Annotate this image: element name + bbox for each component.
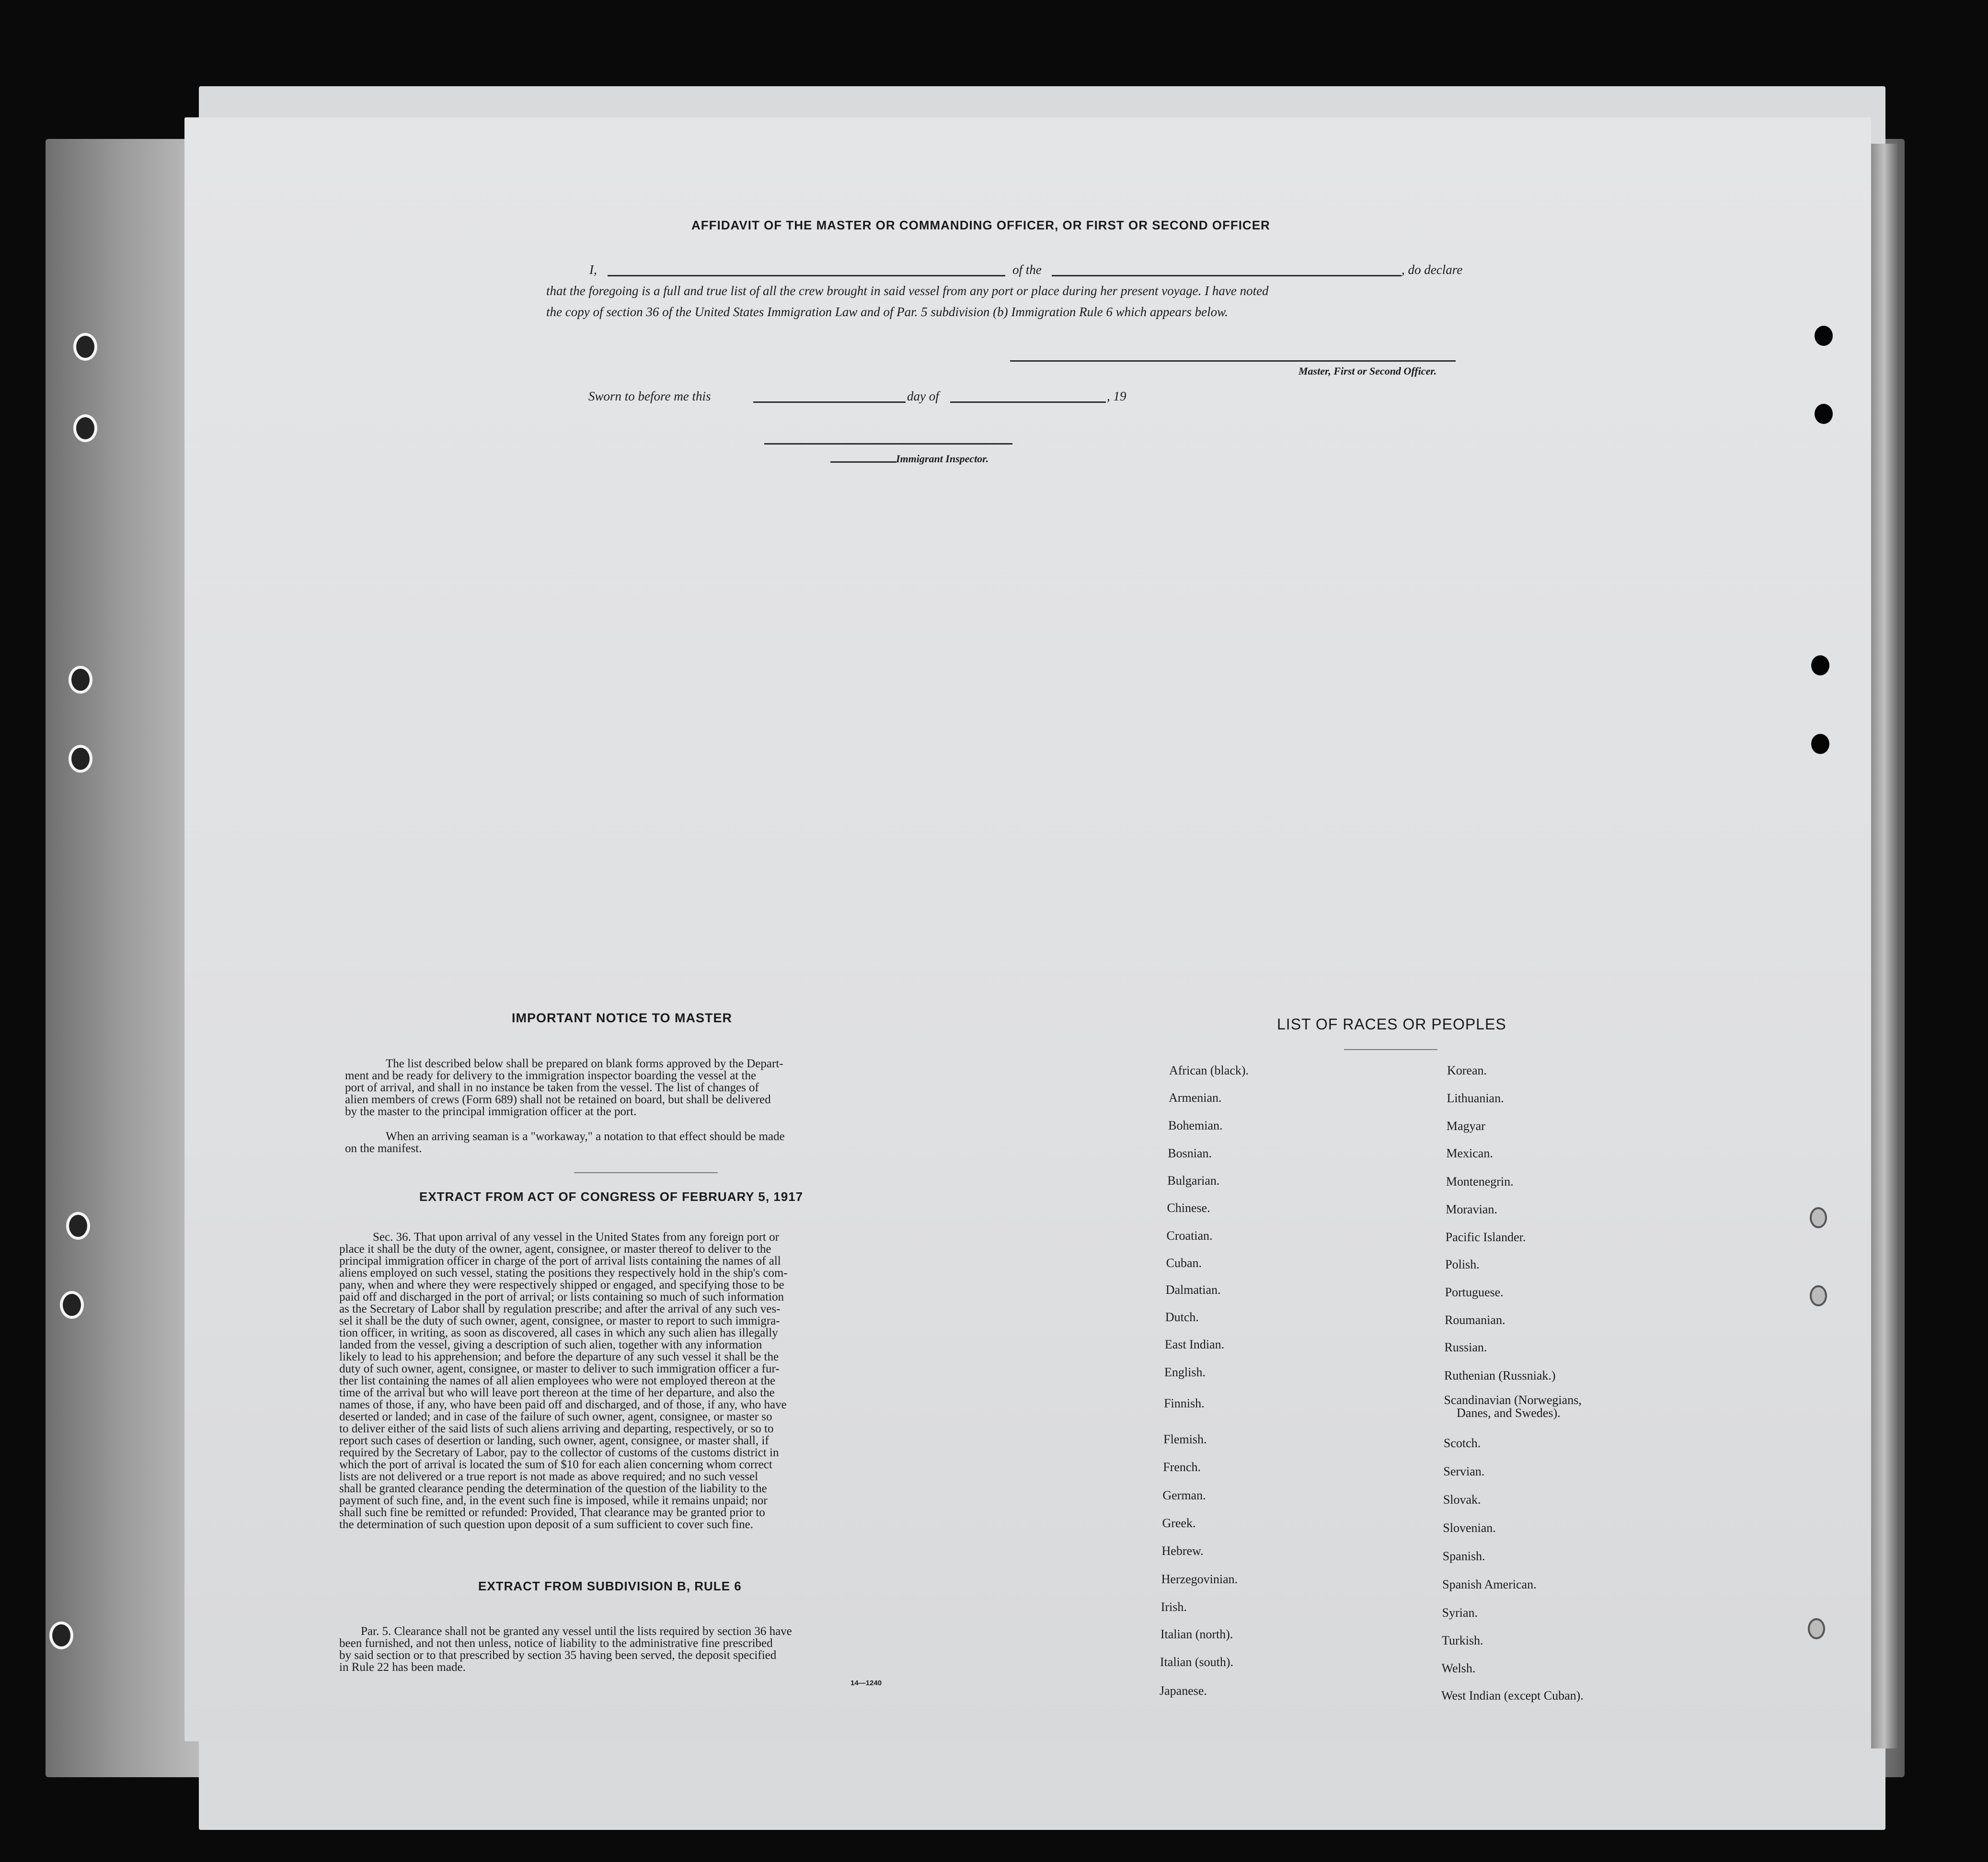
- race-item: Slovenian.: [1443, 1521, 1496, 1535]
- notice-paragraph-1: [345, 1058, 906, 1118]
- punch-hole-icon: [73, 333, 97, 361]
- races-heading: LIST OF RACES OR PEOPLES: [1277, 1016, 1506, 1033]
- race-item: Russian.: [1444, 1340, 1487, 1354]
- race-item: Moravian.: [1446, 1202, 1497, 1216]
- race-item: East Indian.: [1164, 1337, 1225, 1351]
- race-item: Dutch.: [1165, 1310, 1199, 1324]
- sworn-month-blank: [950, 401, 1106, 403]
- punch-hole-icon: [1810, 1207, 1827, 1228]
- inspector-caption: Immigrant Inspector.: [896, 453, 989, 465]
- divider: [1344, 1049, 1437, 1050]
- rule-heading: EXTRACT FROM SUBDIVISION B, RULE 6: [478, 1579, 742, 1593]
- race-item: Lithuanian.: [1447, 1091, 1504, 1105]
- rule-text: [339, 1625, 902, 1673]
- race-item: Magyar: [1446, 1119, 1485, 1133]
- race-item: Bohemian.: [1168, 1119, 1223, 1132]
- race-item: German.: [1162, 1488, 1206, 1502]
- vessel-blank: [1052, 275, 1402, 276]
- text-line: time of the arrival but who will leave port thereon at the time of her departure, and also the: [339, 1386, 775, 1399]
- sworn-day-blank: [753, 401, 906, 403]
- race-item: Herzegovinian.: [1161, 1572, 1238, 1586]
- text-line: landed from the vessel, giving a description of such alien, together with any information: [339, 1338, 762, 1351]
- text-line: likely to lead to his apprehension; and before the departure of any such vessel it shall be the: [339, 1350, 779, 1363]
- punch-hole-icon: [1811, 655, 1829, 675]
- text-line: sel it shall be the duty of such owner, agent, consignee, or master to report to such immigra-: [339, 1314, 780, 1327]
- race-item: Pacific Islander.: [1445, 1230, 1526, 1244]
- race-item: Armenian.: [1169, 1091, 1222, 1105]
- name-blank: [608, 275, 1005, 276]
- text-line: port of arrival, and shall in no instance be taken from the vessel. The list of changes of: [345, 1081, 759, 1094]
- race-item: Ruthenian (Russniak.): [1444, 1369, 1556, 1382]
- text-line: by the master to the principal immigration officer at the port.: [345, 1105, 637, 1118]
- text-line: by said section or to that prescribed by section 35 having been served, the deposit specified: [339, 1649, 777, 1662]
- race-item: Flemish.: [1163, 1432, 1207, 1446]
- text-line: ment and be ready for delivery to the immigration inspector boarding the vessel at the: [345, 1069, 757, 1082]
- race-item: Roumanian.: [1445, 1313, 1505, 1327]
- text-line: paid off and discharged in the port of arrival; or lists containing so much of such information: [339, 1291, 784, 1303]
- race-item: Slovak.: [1443, 1493, 1481, 1507]
- text-line: been furnished, and not then unless, notice of liability to the administrative fine prescribed: [339, 1637, 773, 1650]
- race-item: French.: [1163, 1460, 1201, 1474]
- race-item: Welsh.: [1441, 1661, 1476, 1675]
- race-item: Greek.: [1162, 1516, 1196, 1530]
- punch-hole-icon: [73, 414, 97, 442]
- race-item: West Indian (except Cuban).: [1441, 1689, 1584, 1702]
- text-line: in Rule 22 has been made.: [339, 1661, 466, 1674]
- punch-hole-icon: [60, 1291, 84, 1319]
- text-line: shall be granted clearance pending the determination of the question of the liability to the: [339, 1482, 767, 1495]
- affidavit-do-declare: , do declare: [1402, 263, 1463, 277]
- text-line: as the Secretary of Labor shall by regulation prescribe; and after the arrival of any such ves-: [339, 1302, 781, 1315]
- text-line: which the port of arrival is located the sum of $10 for each alien concerning whom correct: [339, 1458, 772, 1471]
- notice-paragraph-2: [345, 1131, 906, 1154]
- divider: [574, 1172, 718, 1173]
- race-item: Mexican.: [1446, 1146, 1493, 1160]
- race-item: Irish.: [1161, 1600, 1187, 1614]
- act-text: [339, 1231, 902, 1531]
- race-item: Italian (south).: [1160, 1655, 1233, 1669]
- race-item: Bosnian.: [1168, 1146, 1212, 1160]
- race-item: Finnish.: [1164, 1396, 1205, 1410]
- race-item: Polish.: [1445, 1257, 1480, 1271]
- punch-hole-icon: [49, 1622, 73, 1649]
- race-item: African (black).: [1169, 1063, 1249, 1077]
- text-line: Sec. 36. That upon arrival of any vessel in the United States from any foreign port or: [373, 1231, 779, 1244]
- text-line: payment of such fine, and, in the event such fine is imposed, while it remains unpaid; nor: [339, 1494, 768, 1507]
- text-line: report such cases of desertion or landing, such owner, agent, consignee, or master shall, if: [339, 1434, 769, 1447]
- act-heading: EXTRACT FROM ACT OF CONGRESS OF FEBRUARY 5, 1917: [419, 1189, 804, 1204]
- race-item: Scotch.: [1443, 1436, 1481, 1450]
- punch-hole-icon: [1808, 1618, 1825, 1639]
- race-item: Cuban.: [1166, 1256, 1202, 1270]
- text-line: When an arriving seaman is a "workaway," a notation to that effect should be made: [386, 1130, 785, 1143]
- text-line: deserted or landed; and in case of the failure of such owner, agent, consignee, or master so: [339, 1410, 772, 1423]
- race-item: English.: [1164, 1365, 1206, 1379]
- race-item: Chinese.: [1167, 1201, 1210, 1215]
- affidavit-of-the: of the: [1012, 263, 1042, 277]
- text-line: principal immigration officer in charge of the port of arrival lists containing the names of all: [339, 1255, 781, 1268]
- sworn-day-of: day of: [907, 389, 939, 403]
- race-item: Syrian.: [1442, 1606, 1478, 1620]
- signature-caption: Master, First or Second Officer.: [1299, 365, 1437, 377]
- text-line: tion officer, in writing, as soon as discovered, all cases in which any such alien has illegally: [339, 1326, 778, 1339]
- punch-hole-icon: [69, 745, 92, 773]
- punch-hole-icon: [1815, 404, 1833, 424]
- race-item: Hebrew.: [1161, 1544, 1204, 1558]
- text-line: Par. 5. Clearance shall not be granted any vessel until the lists required by section 36 have: [361, 1625, 792, 1638]
- inspector-line: [764, 443, 1012, 445]
- text-line: aliens employed on such vessel, stating the positions they respectively hold in the ship's com-: [339, 1267, 788, 1279]
- race-item: Portuguese.: [1445, 1285, 1504, 1299]
- text-line: shall such fine be remitted or refunded: Provided, That clearance may be granted prior to: [339, 1506, 765, 1519]
- form-number: 14—1240: [850, 1679, 882, 1687]
- race-item: Turkish.: [1442, 1634, 1483, 1647]
- text-line: lists are not delivered or a true report is not made as above required; and no such vessel: [339, 1470, 758, 1483]
- punch-hole-icon: [69, 666, 92, 694]
- race-item: Italian (north).: [1160, 1627, 1233, 1641]
- text-line: place it shall be the duty of the owner, agent, consignee, or master thereof to deliver to the: [339, 1243, 771, 1256]
- race-item: Spanish.: [1442, 1549, 1485, 1563]
- race-item: Bulgarian.: [1167, 1174, 1220, 1188]
- race-item: Spanish American.: [1442, 1577, 1537, 1591]
- race-item: Korean.: [1447, 1063, 1487, 1077]
- affidavit-line-3: the copy of section 36 of the United States Immigration Law and of Par. 5 subdivision (b) Immigration Rule 6 which appears below.: [546, 305, 1228, 319]
- punch-hole-icon: [1811, 734, 1829, 754]
- text-line: required by the Secretary of Labor, pay to the collector of customs of the customs district in: [339, 1446, 779, 1459]
- text-line: pany, when and where they were respectively shipped or engaged, and specifying those to be: [339, 1279, 784, 1291]
- text-line: ther list containing the names of all alien employees who were not employed thereon at the: [339, 1374, 776, 1387]
- affidavit-line-2: that the foregoing is a full and true list of all the crew brought in said vessel from any port or place during her present voyage. I have noted: [546, 284, 1269, 298]
- punch-hole-icon: [1810, 1285, 1827, 1306]
- punch-hole-icon: [1815, 326, 1833, 346]
- race-item: Montenegrin.: [1446, 1175, 1514, 1188]
- affidavit-heading: AFFIDAVIT OF THE MASTER OR COMMANDING OFFICER, OR FIRST OR SECOND OFFICER: [691, 218, 1270, 232]
- text-line: to deliver either of the said lists of such aliens arriving and departing, respectively, or so to: [339, 1422, 774, 1435]
- sworn-year: , 19: [1107, 389, 1126, 403]
- text-line: the determination of such question upon deposit of a sum sufficient to cover such fine.: [339, 1518, 753, 1531]
- race-item: Dalmatian.: [1165, 1283, 1221, 1297]
- sheet-edge: [1871, 144, 1897, 1748]
- sworn-prefix: Sworn to before me this: [588, 389, 711, 403]
- text-line: alien members of crews (Form 689) shall not be retained on board, but shall be delivered: [345, 1093, 771, 1106]
- race-item: Japanese.: [1160, 1684, 1207, 1698]
- notice-heading: IMPORTANT NOTICE TO MASTER: [512, 1011, 732, 1025]
- affidavit-i: I,: [589, 263, 597, 277]
- race-item-continuation: Danes, and Swedes).: [1457, 1406, 1561, 1420]
- text-line: duty of such owner, agent, consignee, or master to deliver to such immigration officer a fur-: [339, 1362, 780, 1375]
- race-item: Scandinavian (Norwegians,: [1444, 1393, 1582, 1407]
- race-item: Croatian.: [1166, 1229, 1213, 1243]
- signature-line: [1010, 360, 1456, 362]
- race-item: Servian.: [1443, 1464, 1485, 1478]
- text-line: on the manifest.: [345, 1142, 422, 1155]
- text-line: names of those, if any, who have been paid off and discharged, and of those, if any, who have: [339, 1398, 787, 1411]
- text-line: The list described below shall be prepared on blank forms approved by the Depart-: [386, 1057, 783, 1070]
- inspector-short-line: [830, 461, 896, 463]
- punch-hole-icon: [66, 1212, 90, 1240]
